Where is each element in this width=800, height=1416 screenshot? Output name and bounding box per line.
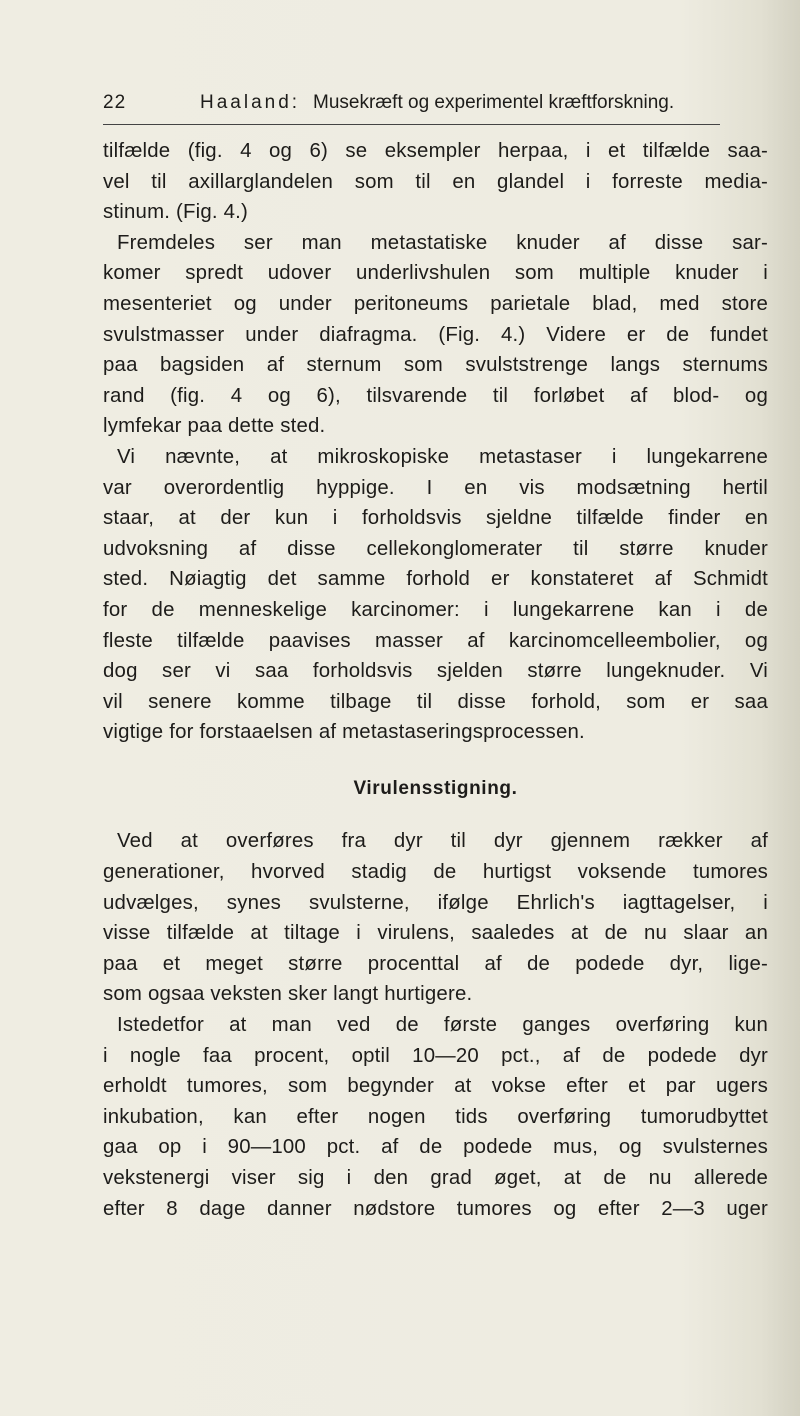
header-rule bbox=[103, 124, 720, 125]
text-line: lymfekar paa dette sted. bbox=[103, 415, 326, 438]
text-line: i nogle faa procent, optil 10—20 pct., af de podede dyr bbox=[103, 1044, 768, 1067]
text-line: Vi nævnte, at mikroskopiske metastaser i lungekarrene bbox=[117, 445, 768, 468]
running-head bbox=[103, 92, 723, 122]
text-line: sted. Nøiagtig det samme forhold er konstateret af Schmidt bbox=[103, 568, 768, 591]
text-line: vigtige for forstaaelsen af metastaseringsprocessen. bbox=[103, 721, 585, 744]
paragraph-3 bbox=[103, 442, 768, 748]
body-text bbox=[103, 136, 768, 1224]
text-line: stinum. (Fig. 4.) bbox=[103, 201, 249, 224]
text-line: Istedetfor at man ved de første ganges overføring kun bbox=[117, 1014, 768, 1037]
text-line: rand (fig. 4 og 6), tilsvarende til forløbet af blod- og bbox=[103, 384, 768, 407]
text-line: tilfælde (fig. 4 og 6) se eksempler herpaa, i et tilfælde saa- bbox=[103, 140, 768, 162]
paragraph-4 bbox=[103, 826, 768, 1010]
text-line: som ogsaa veksten sker langt hurtigere. bbox=[103, 983, 473, 1006]
text-line: mesenteriet og under peritoneums parietale blad, med store bbox=[103, 292, 768, 315]
paragraph-2 bbox=[103, 228, 768, 442]
text-line: komer spredt udover underlivshulen som multiple knuder i bbox=[103, 262, 768, 285]
text-line: inkubation, kan efter nogen tids overføring tumorudbyttet bbox=[103, 1105, 768, 1128]
text-line: Fremdeles ser man metastatiske knuder af disse sar- bbox=[117, 231, 768, 254]
text-line: svulstmasser under diafragma. (Fig. 4.) Videre er de fundet bbox=[103, 323, 768, 346]
text-line: staar, at der kun i forholdsvis sjeldne tilfælde finder en bbox=[103, 507, 768, 530]
text-line: vil senere komme tilbage til disse forhold, som er saa bbox=[103, 690, 768, 713]
text-line: var overordentlig hyppige. I en vis modsætning hertil bbox=[103, 476, 768, 499]
running-title: Musekræft og experimentel kræftforskning. bbox=[313, 92, 675, 113]
text-line: gaa op i 90—100 pct. af de podede mus, og svulsternes bbox=[103, 1136, 768, 1159]
text-line: generationer, hvorved stadig de hurtigst voksende tumores bbox=[103, 861, 768, 884]
paragraph-5 bbox=[103, 1010, 768, 1224]
page-number: 22 bbox=[103, 92, 127, 113]
text-line: paa bagsiden af sternum som svulststrenge langs sternums bbox=[103, 354, 768, 377]
text-line: vekstenergi viser sig i den grad øget, at de nu allerede bbox=[103, 1167, 768, 1189]
text-line: Ved at overføres fra dyr til dyr gjennem rækker af bbox=[117, 830, 768, 853]
paragraph-1 bbox=[103, 136, 768, 228]
text-line: erholdt tumores, som begynder at vokse efter et par ugers bbox=[103, 1075, 768, 1098]
text-line: udvoksning af disse cellekonglomerater til større knuder bbox=[103, 537, 768, 560]
text-line: efter 8 dage danner nødstore tumores og efter 2—3 uger bbox=[103, 1197, 768, 1220]
text-line: udvælges, synes svulsterne, ifølge Ehrlich's iagttagelser, i bbox=[103, 891, 768, 914]
text-line: vel til axillarglandelen som til en glandel i forreste media- bbox=[103, 170, 768, 193]
text-line: visse tilfælde at tiltage i virulens, saaledes at de nu slaar an bbox=[103, 922, 768, 945]
author-name: Haaland: bbox=[200, 92, 301, 113]
text-line: for de menneskelige karcinomer: i lungekarrene kan i de bbox=[103, 598, 768, 621]
section-heading: Virulensstigning. bbox=[353, 777, 518, 799]
text-line: fleste tilfælde paavises masser af karcinomcelleembolier, og bbox=[103, 629, 768, 652]
text-line: paa et meget større procenttal af de podede dyr, lige- bbox=[103, 952, 768, 975]
text-line: dog ser vi saa forholdsvis sjelden større lungeknuder. Vi bbox=[103, 660, 768, 683]
